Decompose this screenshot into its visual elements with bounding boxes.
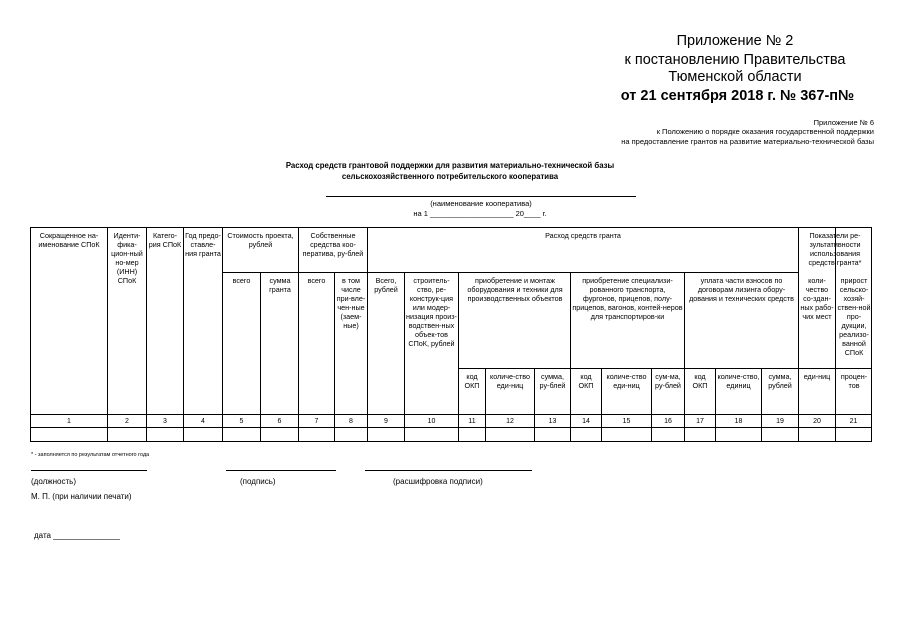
h-own: Собственные средства коо-ператива, ру-блей bbox=[302, 231, 364, 258]
header-line-4: от 21 сентября 2018 г. № 367-п№ bbox=[620, 88, 855, 104]
date-caption: дата _______________ bbox=[34, 531, 120, 540]
annex-line-2: к Положению о порядке оказания государственной поддержки bbox=[656, 127, 874, 136]
h-borrowed: в том числе при-вле-чен-ные (заем-ные) bbox=[336, 276, 366, 330]
h-okp2: код ОКП bbox=[578, 372, 594, 390]
col-number: 13 bbox=[548, 418, 557, 425]
decode-caption: (расшифровка подписи) bbox=[393, 477, 483, 486]
h-qty1: количе-ство еди-ниц bbox=[489, 372, 531, 390]
h-total-rub: Всего, рублей bbox=[374, 276, 398, 294]
col-number: 12 bbox=[506, 418, 514, 425]
h-perf: Показатели ре-зультативности использования средств гранта* bbox=[808, 231, 862, 267]
header-line-3: Тюменской области bbox=[668, 69, 802, 85]
col-number: 20 bbox=[813, 418, 821, 425]
col-number: 16 bbox=[664, 418, 672, 425]
h-spend: Расход средств гранта bbox=[545, 231, 621, 240]
h-qty3: количе-ство, единиц bbox=[717, 372, 760, 390]
coop-name-line bbox=[326, 196, 636, 197]
col-number: 19 bbox=[776, 418, 784, 425]
position-line bbox=[31, 470, 147, 471]
h-leasing: уплата части взносов по договорам лизинга обору-дования и технических средств bbox=[689, 276, 794, 303]
col-number: 17 bbox=[696, 418, 704, 425]
footnote: * - заполняется по результатам отчетного года bbox=[31, 452, 150, 458]
h-total1: всего bbox=[232, 276, 251, 285]
h-sum3: сумма, рублей bbox=[768, 372, 792, 390]
col-number: 18 bbox=[734, 418, 743, 425]
decode-line bbox=[365, 470, 532, 471]
annex-line-1: Приложение № 6 bbox=[813, 118, 874, 127]
col-number: 8 bbox=[349, 418, 353, 425]
h-growth: прирост сельско-хозяй-ствен-ной про-дукции, реализо-ванной СПоК bbox=[837, 276, 871, 357]
title-line-1: Расход средств грантовой поддержки для развития материально-технической базы bbox=[285, 161, 615, 170]
h-okp3: код ОКП bbox=[692, 372, 708, 390]
col-number: 7 bbox=[314, 418, 319, 425]
h-col4: Год предо-ставле-ния гранта bbox=[185, 231, 221, 258]
position-caption: (должность) bbox=[31, 477, 76, 486]
col-number: 11 bbox=[468, 418, 476, 425]
h-percent: процен-тов bbox=[840, 372, 868, 390]
h-jobs: коли-чество со-здан-ных рабо-чих мест bbox=[800, 276, 834, 321]
h-sum2: сум-ма, ру-блей bbox=[655, 372, 681, 390]
h-col1: Сокращенное на-именование СПоК bbox=[38, 231, 100, 249]
signature-line bbox=[226, 470, 336, 471]
h-equipment: приобретение и монтаж оборудования и техники для производственных объектов bbox=[467, 276, 563, 303]
col-number: 6 bbox=[277, 418, 282, 425]
col-number: 21 bbox=[849, 418, 858, 425]
coop-caption: (наименование кооператива) bbox=[430, 199, 532, 208]
h-okp1: код ОКП bbox=[464, 372, 480, 390]
col-number: 5 bbox=[239, 418, 244, 425]
h-total2: всего bbox=[307, 276, 326, 285]
h-transport: приобретение специализи-рованного транспорта, фургонов, прицепов, полу-прицепов, вагонов, контей-неров для транспортиров-ки bbox=[572, 276, 683, 321]
h-cost: Стоимость проекта, рублей bbox=[227, 231, 294, 249]
header-line-2: к постановлению Правительства bbox=[624, 52, 846, 68]
h-col2: Иденти-фика-цион-ный но-мер (ИНН) СПоК bbox=[111, 231, 143, 285]
h-qty2: количе-ство еди-ниц bbox=[606, 372, 647, 390]
col-number: 15 bbox=[622, 418, 631, 425]
h-col3: Катего-рия СПоК bbox=[148, 231, 182, 249]
signature-caption: (подпись) bbox=[240, 477, 276, 486]
col-number: 14 bbox=[582, 418, 590, 425]
title-line-2: сельскохозяйственного потребительского кооператива bbox=[341, 172, 559, 181]
h-sum1: сумма, ру-блей bbox=[539, 372, 566, 390]
coop-date-line: на 1 ____________________ 20____ г. bbox=[413, 209, 547, 218]
col-number: 4 bbox=[201, 418, 205, 425]
h-units: еди-ниц bbox=[803, 372, 831, 381]
h-grant-sum: сумма гранта bbox=[269, 276, 291, 294]
col-number: 3 bbox=[163, 418, 167, 425]
annex-line-3: на предоставление грантов на развитие материально-технической базы bbox=[621, 137, 874, 146]
h-construction: строитель-ство, ре-конструк-ция или модер-низация произ-водствен-ных объек-тов СПоК, рублей bbox=[406, 276, 457, 348]
col-number: 9 bbox=[384, 418, 388, 425]
col-number: 2 bbox=[125, 418, 129, 425]
col-number: 10 bbox=[427, 418, 436, 425]
header-line-1: Приложение № 2 bbox=[676, 33, 794, 49]
stamp-caption: М. П. (при наличии печати) bbox=[31, 492, 132, 501]
col-number: 1 bbox=[67, 418, 71, 425]
